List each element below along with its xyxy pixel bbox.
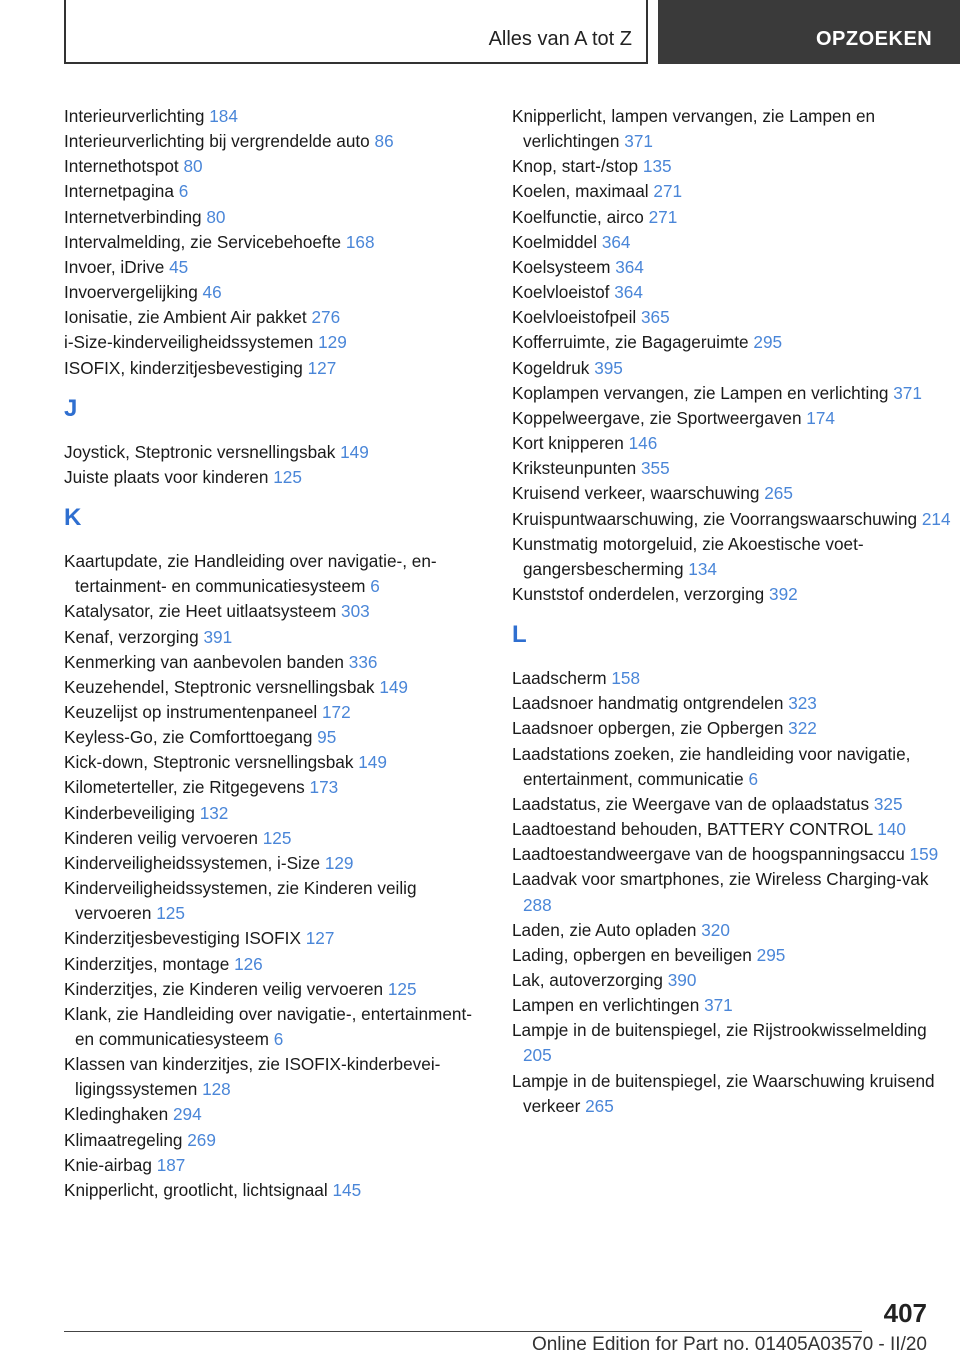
- index-entry: [512, 968, 952, 993]
- index-entry-term: Laadvak voor smartphones, zie Wireless Charging-vak: [512, 869, 929, 890]
- index-entry-term: Laadstations zoeken, zie handleiding voor navigatie, entertainment, communicatie: [512, 743, 911, 789]
- footer-edition: Online Edition for Part no. 01405A03570 - II/20: [531, 1334, 927, 1355]
- index-entry: [64, 255, 494, 280]
- page-reference-link[interactable]: 184: [209, 106, 238, 126]
- index-entry: [64, 104, 494, 129]
- index-entry: [512, 792, 952, 817]
- index-entry: [512, 230, 952, 255]
- index-entry-term: Kenaf, verzorging: [64, 626, 199, 647]
- section-box: [64, 0, 648, 64]
- index-entry: [64, 700, 494, 725]
- index-entry-term: Invoervergelijking: [64, 282, 198, 303]
- index-entry: [64, 205, 494, 230]
- page-reference-link[interactable]: 128: [202, 1079, 231, 1100]
- index-entry-term: Koelen, maximaal: [512, 181, 649, 202]
- index-entry-term: Koelsysteem: [512, 256, 611, 277]
- index-entry: [512, 1018, 952, 1068]
- index-entry-term: Keyless-Go, zie Comforttoegang: [64, 727, 313, 748]
- index-entry: [512, 691, 952, 716]
- page-reference-link[interactable]: 125: [262, 827, 292, 848]
- page-reference-link[interactable]: 149: [340, 441, 369, 462]
- index-entry: [64, 826, 494, 851]
- page-reference-link[interactable]: 173: [309, 777, 339, 798]
- page-reference-link[interactable]: 158: [611, 668, 641, 689]
- search-tab[interactable]: OPZOEKEN: [658, 0, 960, 64]
- page-reference-link[interactable]: 172: [321, 701, 351, 722]
- index-entry-term: Katalysator, zie Heet uitlaatsysteem: [64, 601, 337, 622]
- index-entry: [512, 179, 952, 204]
- index-entry: [64, 179, 494, 204]
- index-entry: [512, 867, 952, 917]
- index-entry-term: Joystick, Steptronic versnellingsbak: [64, 441, 336, 462]
- index-entry: [512, 507, 952, 532]
- index-entry-term: Kinderveiligheidssystemen, i-Size: [64, 852, 321, 873]
- index-column-left: [64, 104, 494, 1203]
- index-entry-term: Intervalmelding, zie Servicebehoefte: [64, 231, 342, 252]
- page-reference-link[interactable]: 6: [273, 1029, 284, 1049]
- index-entry-term: Laadstatus, zie Weergave van de oplaadstatus: [512, 793, 870, 814]
- index-entry: [512, 381, 952, 406]
- page-reference-link[interactable]: 6: [748, 768, 759, 789]
- index-entry-term: Koelvloeistofpeil: [512, 307, 637, 328]
- index-entry: [512, 330, 952, 355]
- section-title: Alles van A tot Z: [488, 28, 632, 50]
- page-reference-link[interactable]: 276: [311, 307, 341, 328]
- index-entry-term: Kriksteunpunten: [512, 458, 637, 479]
- index-entry-term: Kunstmatig motorgeluid, zie Akoestische voetgangersbescherming: [512, 533, 864, 579]
- index-entry: [64, 1128, 494, 1153]
- index-letter-heading: L: [512, 621, 527, 649]
- index-entry: [64, 230, 494, 255]
- page-reference-link[interactable]: 6: [370, 576, 380, 597]
- page-reference-link[interactable]: 187: [156, 1154, 186, 1175]
- index-entry-term: Internetverbinding: [64, 206, 202, 227]
- page-reference-link[interactable]: 129: [318, 332, 347, 353]
- index-entry-term: Knie-airbag: [64, 1154, 152, 1175]
- page-reference-link[interactable]: 271: [653, 181, 683, 202]
- index-entry: [512, 205, 952, 230]
- index-entry-term: Lampen en verlichtingen: [512, 995, 700, 1016]
- index-entry-term: Lampje in de buitenspiegel, zie Waarschuwing kruisend verkeer: [512, 1070, 935, 1116]
- page-reference-link[interactable]: 390: [667, 970, 697, 990]
- page-reference-link[interactable]: 6: [178, 181, 189, 202]
- index-entry: [512, 431, 952, 456]
- index-entry: [64, 330, 494, 355]
- index-column-right: [512, 104, 952, 1119]
- index-entry: [512, 582, 952, 607]
- index-entry-term: Kofferruimte, zie Bagageruimte: [512, 332, 749, 353]
- index-entry: [64, 1052, 494, 1102]
- page-reference-link[interactable]: 140: [877, 819, 906, 840]
- page-reference-link[interactable]: 132: [199, 802, 229, 823]
- index-entry-term: Kinderbeveiliging: [64, 802, 195, 823]
- page-reference-link[interactable]: 364: [601, 231, 631, 252]
- index-entry: [512, 532, 952, 582]
- index-entry: [64, 750, 494, 775]
- index-entry: [512, 993, 952, 1018]
- page-reference-link[interactable]: 45: [169, 256, 189, 277]
- index-entry-term: Kaartupdate, zie Handleiding over navigatie-, entertainment- en communicatiesysteem: [64, 551, 437, 597]
- page-reference-link[interactable]: 322: [788, 718, 817, 739]
- index-entry-term: Kogeldruk: [512, 357, 590, 378]
- index-entry: [64, 952, 494, 977]
- index-entry: [512, 104, 952, 154]
- page-reference-link[interactable]: 46: [202, 282, 222, 303]
- index-entry: [64, 440, 494, 465]
- index-entry-term: Interieurverlichting bij vergrendelde auto: [64, 131, 370, 152]
- index-entry-term: Kilometerteller, zie Ritgegevens: [64, 777, 305, 798]
- index-entry: [64, 280, 494, 305]
- page-reference-link[interactable]: 265: [764, 483, 793, 504]
- page-number: 407: [883, 1298, 927, 1328]
- page-reference-link[interactable]: 355: [641, 458, 670, 479]
- page-reference-link[interactable]: 336: [348, 651, 378, 672]
- index-entry: [512, 356, 952, 381]
- page-reference-link[interactable]: 271: [648, 206, 678, 227]
- page-reference-link[interactable]: 125: [156, 903, 185, 924]
- index-entry-term: Klank, zie Handleiding over navigatie-, entertainment- en communicatiesysteem: [64, 1003, 472, 1049]
- index-entry-term: Kick-down, Steptronic versnellingsbak: [64, 752, 354, 773]
- index-entry-term: Laadtoestand behouden, BATTERY CONTROL: [512, 819, 873, 840]
- page-reference-link[interactable]: 294: [172, 1104, 202, 1125]
- page-reference-link[interactable]: 129: [324, 852, 354, 873]
- index-entry-term: Koelvloeistof: [512, 282, 610, 303]
- index-entry: [512, 406, 952, 431]
- index-entry-term: Lading, opbergen en beveiligen: [512, 944, 752, 965]
- page-reference-link[interactable]: 265: [585, 1095, 614, 1116]
- page-reference-link[interactable]: 95: [317, 727, 337, 748]
- page-reference-link[interactable]: 80: [183, 156, 203, 177]
- index-entry: [512, 742, 952, 792]
- index-entry-term: Klassen van kinderzitjes, zie ISOFIX-kinderbeveiligingssystemen: [64, 1054, 441, 1100]
- page-reference-link[interactable]: 395: [594, 357, 623, 378]
- index-entry: [512, 666, 952, 691]
- page-reference-link[interactable]: 86: [374, 131, 394, 152]
- index-entry: [64, 851, 494, 876]
- index-entry-term: Knipperlicht, lampen vervangen, zie Lampen en verlichtingen: [512, 106, 876, 152]
- index-entry-term: Juiste plaats voor kinderen: [64, 466, 269, 487]
- index-entry: [512, 456, 952, 481]
- index-entry-term: Kort knipperen: [512, 433, 624, 454]
- index-entry-term: Klimaatregeling: [64, 1129, 183, 1150]
- index-entry-term: Kinderzitjesbevestiging ISOFIX: [64, 928, 301, 949]
- index-entry-term: ISOFIX, kinderzitjesbevestiging: [64, 357, 303, 378]
- index-entry-term: Kledinghaken: [64, 1104, 169, 1125]
- index-entry: [64, 1178, 494, 1203]
- index-entry-term: Laden, zie Auto opladen: [512, 919, 697, 940]
- page-reference-link[interactable]: 303: [341, 601, 370, 622]
- index-entry: [512, 842, 952, 867]
- page-reference-link[interactable]: 174: [806, 407, 835, 428]
- index-entry: [64, 1102, 494, 1127]
- index-entry: [512, 154, 952, 179]
- index-entry-term: Laadtoestandweergave van de hoogspanningsaccu: [512, 844, 905, 865]
- page-reference-link[interactable]: 146: [628, 433, 658, 454]
- index-entry: [64, 1153, 494, 1178]
- index-entry: [512, 918, 952, 943]
- index-entry: [64, 465, 494, 490]
- footer-divider: [64, 1331, 862, 1332]
- index-entry: [64, 926, 494, 951]
- index-entry-term: Knop, start-/stop: [512, 156, 639, 177]
- index-entry-term: Lampje in de buitenspiegel, zie Rijstrookwisselmelding: [512, 1020, 927, 1041]
- index-entry: [512, 716, 952, 741]
- index-entry: [64, 356, 494, 381]
- index-entry: [64, 725, 494, 750]
- index-entry-term: Laadsnoer handmatig ontgrendelen: [512, 693, 784, 714]
- index-entry-term: i-Size-kinderveiligheidssystemen: [64, 332, 314, 353]
- index-entry-term: Invoer, iDrive: [64, 256, 165, 277]
- page-reference-link[interactable]: 269: [187, 1129, 216, 1150]
- index-entry-term: Kruispuntwaarschuwing, zie Voorrangswaarschuwing: [512, 508, 918, 529]
- index-entry-term: Ionisatie, zie Ambient Air pakket: [64, 307, 307, 328]
- page-reference-link[interactable]: 205: [523, 1045, 552, 1066]
- page-reference-link[interactable]: 134: [688, 558, 717, 579]
- page-header: [0, 0, 960, 66]
- index-entry-term: Kinderen veilig vervoeren: [64, 827, 258, 848]
- page-reference-link[interactable]: 288: [523, 894, 552, 915]
- page-reference-link[interactable]: 365: [641, 307, 670, 328]
- page-reference-link[interactable]: 125: [387, 978, 417, 999]
- page-reference-link[interactable]: 392: [769, 583, 798, 604]
- page-reference-link[interactable]: 135: [642, 156, 672, 177]
- page-reference-link[interactable]: 145: [332, 1179, 362, 1200]
- index-entry: [64, 129, 494, 154]
- page-reference-link[interactable]: 125: [273, 466, 302, 487]
- page-reference-link[interactable]: 295: [756, 944, 786, 965]
- index-entry: [512, 481, 952, 506]
- index-entry-term: Lak, autoverzorging: [512, 970, 663, 990]
- index-entry: [64, 675, 494, 700]
- index-entry: [512, 1069, 952, 1119]
- index-entry: [512, 280, 952, 305]
- page-reference-link[interactable]: 391: [203, 626, 233, 647]
- index-entry-term: Kinderzitjes, zie Kinderen veilig vervoeren: [64, 978, 384, 999]
- page-reference-link[interactable]: 168: [345, 231, 375, 252]
- page-reference-link[interactable]: 371: [704, 995, 733, 1016]
- page-reference-link[interactable]: 364: [615, 256, 644, 277]
- index-entry-term: Keuzelijst op instrumentenpaneel: [64, 701, 318, 722]
- page-reference-link[interactable]: 323: [788, 693, 817, 714]
- index-letter-heading: K: [64, 504, 82, 532]
- index-entry: [64, 775, 494, 800]
- index-entry: [64, 625, 494, 650]
- page-reference-link[interactable]: 371: [893, 382, 922, 403]
- index-entry: [64, 154, 494, 179]
- index-entry-term: Kruisend verkeer, waarschuwing: [512, 483, 760, 504]
- page-reference-link[interactable]: 80: [206, 206, 226, 227]
- page-reference-link[interactable]: 320: [701, 919, 730, 940]
- page-reference-link[interactable]: 364: [614, 282, 643, 303]
- index-entry-term: Keuzehendel, Steptronic versnellingsbak: [64, 676, 375, 697]
- index-entry: [64, 549, 494, 599]
- index-entry-term: Interieurverlichting: [64, 106, 205, 126]
- index-entry-term: Laadsnoer opbergen, zie Opbergen: [512, 718, 784, 739]
- index-entry: [512, 305, 952, 330]
- index-entry: [64, 305, 494, 330]
- index-entry-term: Internetpagina: [64, 181, 174, 202]
- page-reference-link[interactable]: 127: [307, 357, 337, 378]
- index-entry-term: Laadscherm: [512, 668, 607, 689]
- page-reference-link[interactable]: 371: [624, 131, 653, 152]
- index-entry-term: Kunststof onderdelen, verzorging: [512, 583, 765, 604]
- index-entry-term: Kinderveiligheidssystemen, zie Kinderen veilig vervoeren: [64, 878, 417, 924]
- page-reference-link[interactable]: 126: [234, 953, 263, 974]
- index-entry: [64, 599, 494, 624]
- page-reference-link[interactable]: 149: [358, 752, 387, 773]
- index-entry: [64, 1002, 494, 1052]
- index-entry-term: Koelfunctie, airco: [512, 206, 644, 227]
- index-entry-term: Kenmerking van aanbevolen banden: [64, 651, 344, 672]
- index-entry: [512, 817, 952, 842]
- index-entry-term: Kinderzitjes, montage: [64, 953, 230, 974]
- index-entry-term: Koplampen vervangen, zie Lampen en verlichting: [512, 382, 889, 403]
- index-entry-term: Internethotspot: [64, 156, 179, 177]
- index-entry-term: Koelmiddel: [512, 231, 598, 252]
- index-entry-term: Koppelweergave, zie Sportweergaven: [512, 407, 802, 428]
- page-reference-link[interactable]: 149: [379, 676, 408, 697]
- page-reference-link[interactable]: 159: [909, 844, 939, 865]
- page-reference-link[interactable]: 325: [873, 793, 903, 814]
- index-entry-term: Knipperlicht, grootlicht, lichtsignaal: [64, 1179, 328, 1200]
- page-reference-link[interactable]: 295: [753, 332, 783, 353]
- index-entry: [64, 977, 494, 1002]
- index-entry: [64, 650, 494, 675]
- index-entry: [64, 876, 494, 926]
- index-entry: [512, 943, 952, 968]
- page-reference-link[interactable]: 214: [921, 508, 951, 529]
- page-reference-link[interactable]: 127: [305, 928, 335, 949]
- index-letter-heading: J: [64, 394, 78, 422]
- index-entry: [512, 255, 952, 280]
- index-entry: [64, 801, 494, 826]
